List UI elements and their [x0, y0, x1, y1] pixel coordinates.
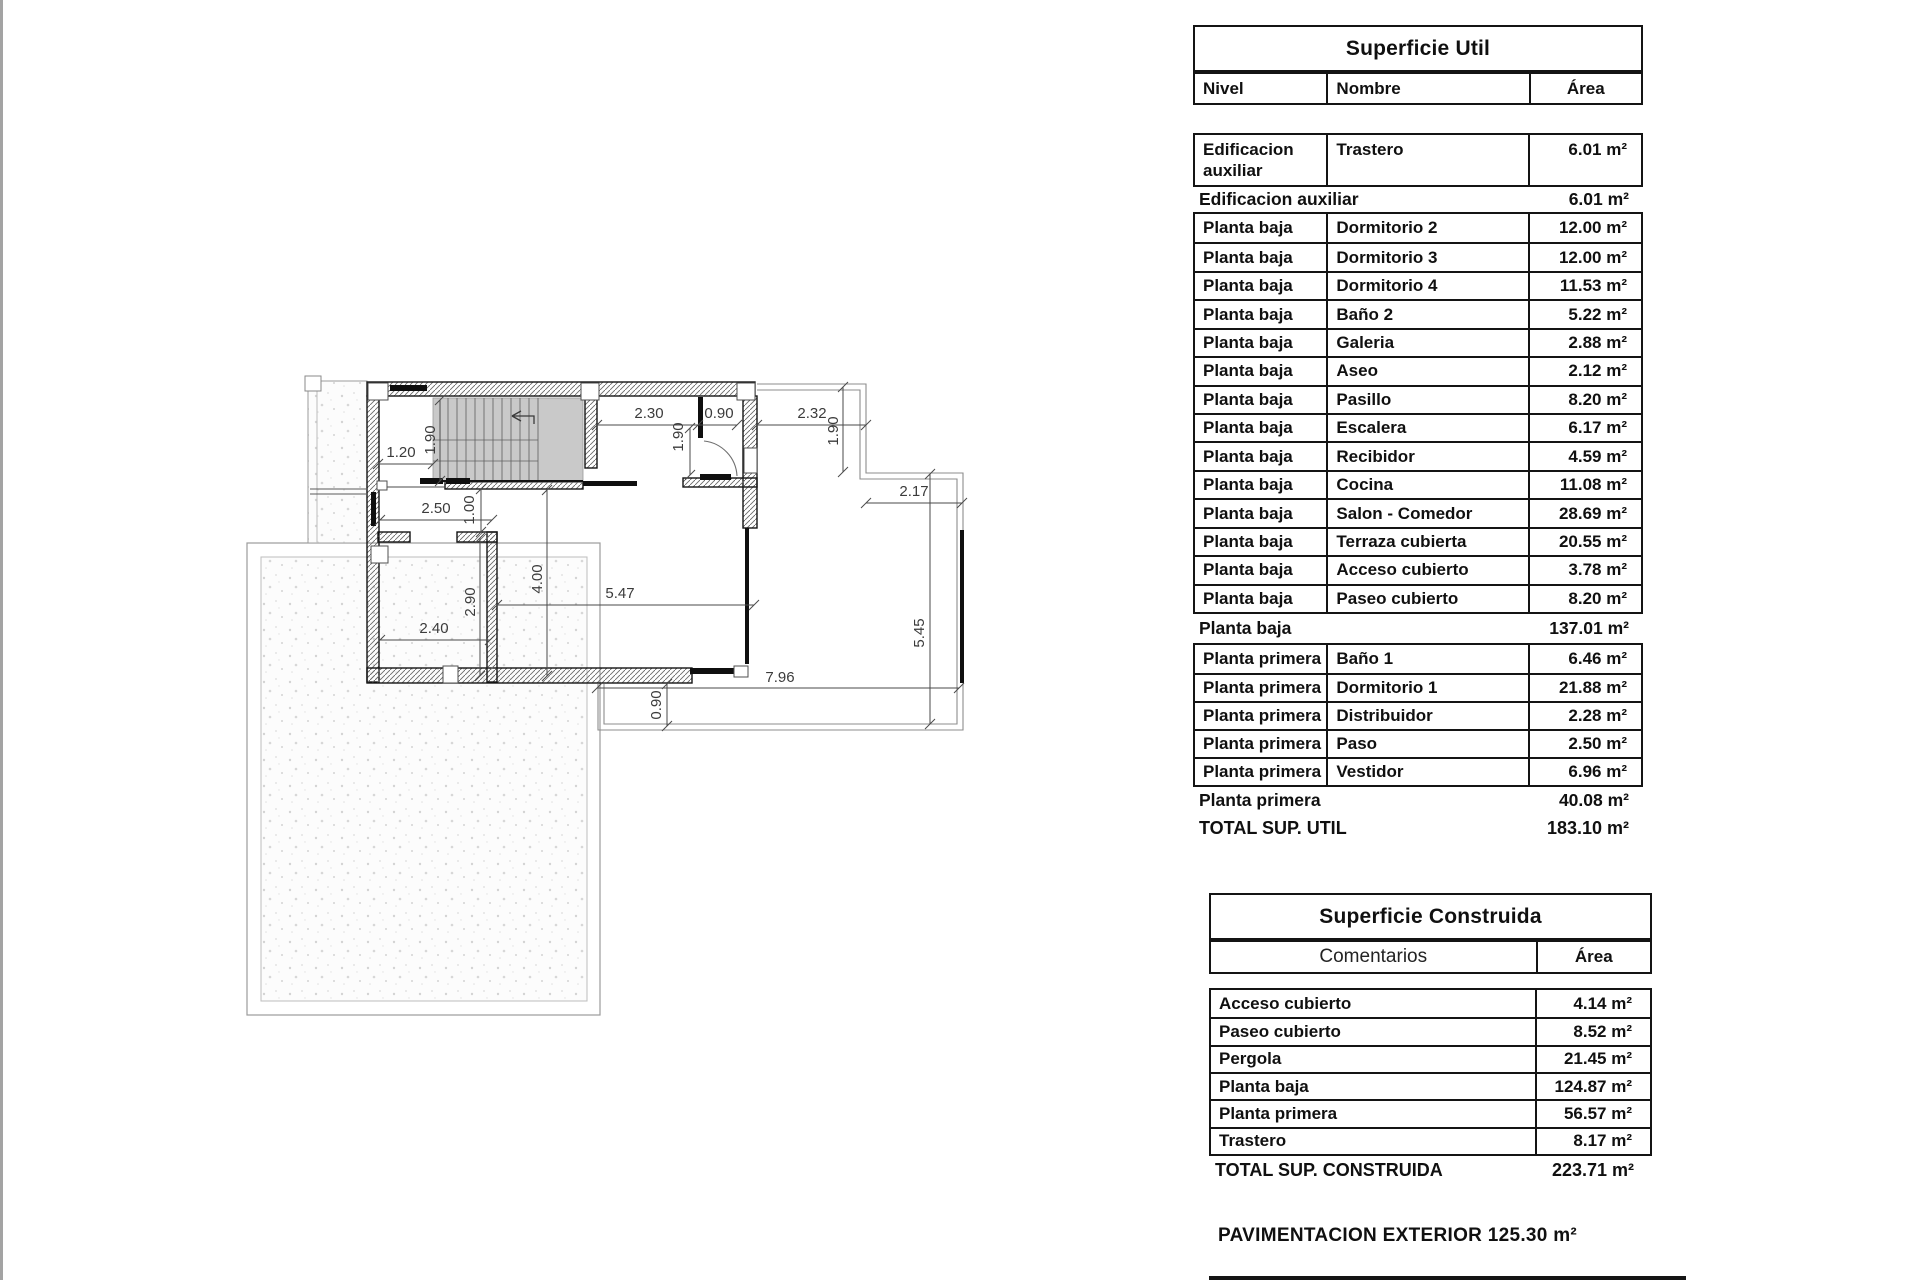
- row-area: 8.52 m²: [1535, 1019, 1650, 1044]
- subtotal-label: Planta baja: [1199, 618, 1292, 638]
- row-nombre: Distribuidor: [1326, 703, 1528, 729]
- dimension: [825, 382, 848, 477]
- subtotal-value: 40.08 m²: [1558, 790, 1629, 810]
- table-row: [1195, 498, 1641, 526]
- table-row: [1195, 470, 1641, 498]
- row-nivel: Planta baja: [1203, 389, 1293, 409]
- row-nivel: Planta primera: [1203, 677, 1322, 697]
- dim-label: 0.90: [704, 405, 734, 422]
- total-label: TOTAL SUP. CONSTRUIDA: [1215, 1159, 1443, 1180]
- row-nivel: Planta baja: [1203, 218, 1293, 238]
- dimension: [670, 422, 695, 480]
- dim-label: 1.90: [825, 416, 842, 446]
- row-area: 4.14 m²: [1535, 990, 1650, 1017]
- row-area: 11.08 m²: [1528, 472, 1641, 498]
- row-area: 56.57 m²: [1535, 1101, 1650, 1126]
- table-row: [1195, 555, 1641, 583]
- dim-label: 7.96: [765, 669, 795, 686]
- col-header-nivel: Nivel: [1203, 78, 1244, 98]
- dim-label: 2.30: [634, 405, 664, 422]
- table-row: [1195, 441, 1641, 469]
- superficie-util-title: Superficie Util: [1193, 25, 1643, 72]
- row-nombre: Cocina: [1326, 472, 1528, 498]
- row-nombre: Recibidor: [1326, 443, 1528, 469]
- row-area: 6.96 m²: [1528, 759, 1641, 785]
- aux-row: [1193, 133, 1643, 187]
- aux-nombre: Trastero: [1326, 135, 1528, 185]
- planta-baja-rows: [1193, 212, 1643, 614]
- row-nombre: Galeria: [1326, 330, 1528, 356]
- construida-rows: [1209, 988, 1652, 1156]
- table-row: [1195, 729, 1641, 757]
- table-row: [1211, 1099, 1650, 1126]
- dim-label: 2.40: [419, 620, 449, 637]
- table-row: [1211, 1072, 1650, 1099]
- dim-label: 1.00: [461, 495, 478, 525]
- table-row: [1195, 328, 1641, 356]
- row-nivel: Planta baja: [1203, 332, 1293, 352]
- row-area: 8.17 m²: [1535, 1129, 1650, 1154]
- dim-label: 2.17: [899, 483, 929, 500]
- planta-baja-subtotal: [1193, 614, 1643, 643]
- row-area: 3.78 m²: [1528, 557, 1641, 583]
- row-area: 124.87 m²: [1535, 1074, 1650, 1099]
- dimension: [911, 469, 935, 729]
- aux-area: 6.01 m²: [1528, 135, 1641, 185]
- table-row: [1195, 673, 1641, 701]
- row-area: 20.55 m²: [1528, 529, 1641, 555]
- row-nivel: Planta primera: [1203, 762, 1322, 781]
- row-nombre: Escalera: [1326, 415, 1528, 441]
- row-area: 2.12 m²: [1528, 358, 1641, 384]
- row-label: Trastero: [1219, 1131, 1287, 1151]
- row-nivel: Planta baja: [1203, 446, 1293, 466]
- row-nombre: Baño 2: [1326, 301, 1528, 327]
- stairs: [433, 398, 583, 482]
- row-label: Planta baja: [1219, 1076, 1309, 1096]
- total-label: TOTAL SUP. UTIL: [1199, 817, 1347, 838]
- row-nivel: Planta baja: [1203, 247, 1293, 267]
- dim-label: 2.90: [462, 587, 479, 617]
- row-area: 2.50 m²: [1528, 731, 1641, 757]
- table-row: [1195, 385, 1641, 413]
- row-nombre: Paseo cubierto: [1326, 586, 1528, 612]
- row-nombre: Baño 1: [1326, 645, 1528, 673]
- total-sup-construida: [1209, 1156, 1652, 1184]
- total-value: 223.71 m²: [1551, 1159, 1634, 1180]
- row-nivel: Planta baja: [1203, 276, 1293, 296]
- row-area: 4.59 m²: [1528, 443, 1641, 469]
- subtotal-value: 6.01 m²: [1568, 189, 1629, 209]
- dim-label: 1.20: [386, 444, 416, 461]
- dim-label: 5.45: [911, 618, 928, 648]
- row-area: 12.00 m²: [1528, 214, 1641, 242]
- row-nivel: Planta baja: [1203, 532, 1293, 551]
- dimension: [648, 679, 672, 731]
- dim-label: 0.90: [648, 690, 665, 720]
- subtotal-value: 137.01 m²: [1549, 618, 1629, 638]
- row-label: Acceso cubierto: [1219, 993, 1352, 1013]
- row-nombre: Pasillo: [1326, 387, 1528, 413]
- dimension: [375, 500, 497, 525]
- table-row: [1211, 1017, 1650, 1044]
- subtotal-label: Planta primera: [1199, 790, 1321, 810]
- table-row: [1195, 299, 1641, 327]
- row-nombre: Salon - Comedor: [1326, 500, 1528, 526]
- dim-label: 2.32: [797, 405, 827, 422]
- dim-label: 4.00: [529, 564, 546, 594]
- dimension: [861, 483, 967, 508]
- row-nivel: Planta primera: [1203, 648, 1322, 668]
- row-area: 2.28 m²: [1528, 703, 1641, 729]
- table-row: [1211, 1045, 1650, 1072]
- dimension: [698, 405, 742, 430]
- table-row: [1195, 584, 1641, 612]
- col-header-area: Área: [1529, 74, 1641, 103]
- row-nivel: Planta baja: [1203, 418, 1293, 438]
- dimension: [752, 405, 871, 430]
- table-row: [1195, 356, 1641, 384]
- row-label: Paseo cubierto: [1219, 1021, 1341, 1041]
- aux-subtotal: [1193, 187, 1643, 212]
- row-nombre: Terraza cubierta: [1326, 529, 1528, 555]
- row-nivel: Planta primera: [1203, 705, 1322, 725]
- subtotal-label: Edificacion auxiliar: [1199, 189, 1359, 209]
- row-nivel: Planta baja: [1203, 503, 1293, 523]
- col-header-nombre: Nombre: [1326, 74, 1528, 103]
- row-nivel: Planta baja: [1203, 475, 1293, 495]
- row-nombre: Acceso cubierto: [1326, 557, 1528, 583]
- row-label: Pergola: [1219, 1049, 1282, 1069]
- table-row: [1195, 271, 1641, 299]
- total-value: 183.10 m²: [1546, 817, 1629, 838]
- sheet-left-edge: [0, 0, 3, 1280]
- row-nombre: Aseo: [1326, 358, 1528, 384]
- planta-primera-subtotal: [1193, 787, 1643, 814]
- row-nivel: Planta baja: [1203, 304, 1293, 324]
- row-area: 6.17 m²: [1528, 415, 1641, 441]
- row-nombre: Dormitorio 1: [1326, 675, 1528, 701]
- row-area: 21.45 m²: [1535, 1047, 1650, 1072]
- row-nivel: Planta baja: [1203, 560, 1293, 580]
- superficie-construida-header: [1209, 940, 1652, 974]
- total-sup-util: [1193, 814, 1643, 842]
- row-area: 2.88 m²: [1528, 330, 1641, 356]
- table-row: [1195, 701, 1641, 729]
- row-area: 8.20 m²: [1528, 586, 1641, 612]
- dim-label: 5.47: [605, 585, 635, 602]
- table-row: [1195, 645, 1641, 673]
- planta-primera-rows: [1193, 643, 1643, 787]
- row-nombre: Dormitorio 2: [1326, 214, 1528, 242]
- row-area: 12.00 m²: [1528, 244, 1641, 270]
- aux-nivel: Edificacion auxiliar: [1203, 140, 1294, 181]
- table-row: [1195, 527, 1641, 555]
- row-nivel: Planta baja: [1203, 361, 1293, 381]
- row-area: 11.53 m²: [1528, 273, 1641, 299]
- superficie-construida-title: Superficie Construida: [1209, 893, 1652, 940]
- col-header-comentarios: Comentarios: [1319, 946, 1428, 967]
- table-row: [1195, 214, 1641, 242]
- sheet-bottom-edge: [1209, 1276, 1686, 1280]
- table-row: [1211, 1127, 1650, 1154]
- table-row: [1195, 242, 1641, 270]
- row-area: 5.22 m²: [1528, 301, 1641, 327]
- dim-label: 1.90: [670, 422, 687, 452]
- row-area: 6.46 m²: [1528, 645, 1641, 673]
- row-area: 8.20 m²: [1528, 387, 1641, 413]
- dim-label: 1.90: [422, 425, 439, 455]
- table-row: [1211, 990, 1650, 1017]
- dim-label: 2.50: [421, 500, 451, 517]
- table-row: [1195, 413, 1641, 441]
- row-label: Planta primera: [1219, 1104, 1338, 1123]
- row-nivel: Planta baja: [1203, 588, 1293, 608]
- row-nombre: Dormitorio 3: [1326, 244, 1528, 270]
- superficie-util-header: [1193, 72, 1643, 105]
- row-nombre: Paso: [1326, 731, 1528, 757]
- row-area: 21.88 m²: [1528, 675, 1641, 701]
- row-nombre: Dormitorio 4: [1326, 273, 1528, 299]
- table-row: [1195, 757, 1641, 785]
- row-nivel: Planta primera: [1203, 733, 1322, 753]
- pavimentacion-exterior-note: PAVIMENTACION EXTERIOR 125.30 m²: [1218, 1225, 1578, 1246]
- row-area: 28.69 m²: [1528, 500, 1641, 526]
- dimension: [461, 484, 486, 537]
- row-nombre: Vestidor: [1326, 759, 1528, 785]
- col-header-area: Área: [1536, 942, 1650, 972]
